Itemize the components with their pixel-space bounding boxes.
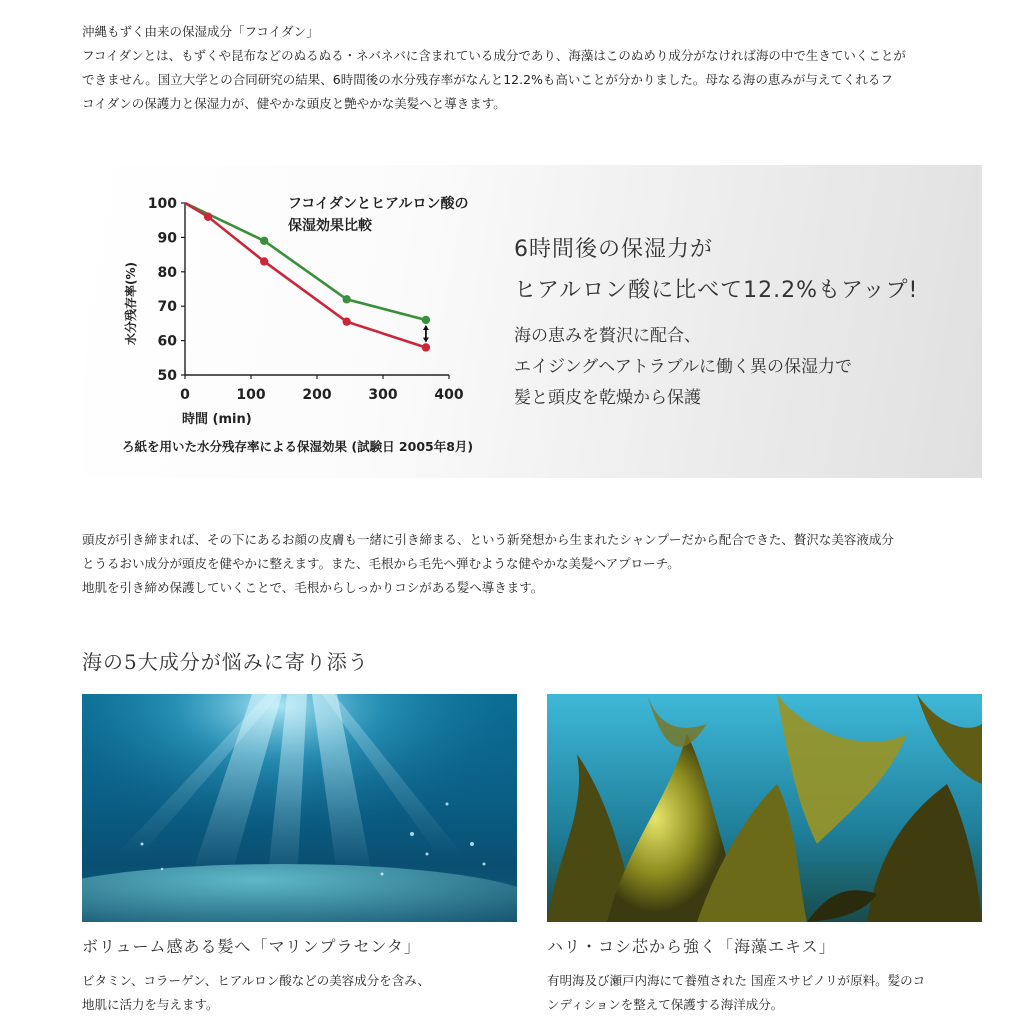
banner-sub-copy bbox=[514, 321, 852, 414]
series-point-0 bbox=[343, 295, 351, 303]
x-axis-label: 時間 (min) bbox=[182, 412, 252, 427]
card-description-line: 地肌に活力を与えます。 bbox=[82, 997, 219, 1012]
card-description-line: ンディションを整えて保護する海洋成分。 bbox=[547, 997, 784, 1012]
card-description-line: 有明海及び瀬戸内海にて養殖された 国産スサビノリが原料。髪のコ bbox=[547, 973, 926, 988]
ingredient-card-marine-placenta bbox=[82, 694, 517, 1017]
catch-line: 6時間後の保湿力が bbox=[514, 237, 713, 262]
series-point-1 bbox=[260, 257, 268, 265]
intro-line: できません。国立大学との合同研究の結果、6時間後の水分残存率がなんと12.2%も高いことが分かりました。母なる海の恵みが与えてくれるフ bbox=[82, 72, 893, 87]
section-title: 海の5大成分が悩みに寄り添う bbox=[82, 650, 369, 674]
chart-caption: ろ紙を用いた水分残存率による保湿効果 (試験日 2005年8月) bbox=[122, 439, 474, 454]
y-axis-label: 水分残存率(%) bbox=[124, 262, 138, 345]
description-text bbox=[82, 528, 992, 600]
chart-title: フコイダンとヒアルロン酸の bbox=[288, 196, 469, 212]
card-description bbox=[82, 969, 517, 1017]
kelp-photo bbox=[547, 694, 982, 922]
intro-heading: 沖縄もずく由来の保湿成分「フコイダン」 bbox=[82, 24, 319, 39]
arrow-head bbox=[423, 325, 429, 330]
sub-line: エイジングヘアトラブルに働く異の保湿力で bbox=[514, 357, 853, 377]
chart-title: 保湿効果比較 bbox=[288, 218, 372, 234]
y-tick-label: 100 bbox=[147, 196, 177, 212]
card-description-line: ビタミン、コラーゲン、ヒアルロン酸などの美容成分を含み、 bbox=[82, 973, 431, 988]
banner-catch-copy bbox=[514, 229, 918, 311]
x-tick-label: 300 bbox=[368, 387, 398, 403]
card-title: ボリューム感ある髪へ「マリンプラセンタ」 bbox=[82, 937, 421, 956]
x-tick-label: 200 bbox=[302, 387, 332, 403]
x-tick-label: 0 bbox=[180, 387, 190, 403]
y-tick-label: 80 bbox=[157, 264, 177, 281]
moisture-banner bbox=[82, 165, 982, 478]
description-line: とうるおい成分が頭皮を健やかに整えます。また、毛根から毛先へ弾むような健やかな美髪へアプローチ。 bbox=[82, 556, 680, 571]
description-line: 地肌を引き締め保護していくことで、毛根からしっかりコシがある髪へ導きます。 bbox=[82, 580, 544, 595]
underwater-photo bbox=[82, 694, 517, 922]
series-point-1 bbox=[343, 317, 351, 325]
series-point-0 bbox=[422, 316, 430, 324]
description-line: 頭皮が引き締まれば、その下にあるお顔の皮膚も一緒に引き締まる、という新発想から生まれたシャンプーだから配合できた、贅沢な美容液成分 bbox=[82, 532, 894, 547]
moisture-chart bbox=[82, 165, 502, 478]
series-point-1 bbox=[422, 343, 430, 351]
intro-line: フコイダンとは、もずくや昆布などのぬるぬる・ネバネバに含まれている成分であり、海藻はこのぬめり成分がなければ海の中で生きていくことが bbox=[82, 48, 906, 63]
y-tick-label: 60 bbox=[157, 333, 177, 350]
x-tick-label: 400 bbox=[434, 387, 464, 403]
y-tick-label: 90 bbox=[157, 230, 177, 247]
x-tick-label: 100 bbox=[236, 387, 266, 403]
catch-line: ヒアルロン酸に比べて12.2%もアップ! bbox=[514, 278, 919, 303]
series-point-0 bbox=[260, 237, 268, 245]
arrow-head bbox=[423, 337, 429, 342]
ingredient-card-seaweed-extract bbox=[547, 694, 982, 1017]
intro-text bbox=[82, 20, 982, 116]
sub-line: 髪と頭皮を乾燥から保護 bbox=[514, 388, 701, 408]
card-title: ハリ・コシ芯から強く「海藻エキス」 bbox=[547, 937, 836, 956]
intro-line: コイダンの保護力と保湿力が、健やかな頭皮と艶やかな美髪へと導きます。 bbox=[82, 96, 506, 111]
sub-line: 海の恵みを贅沢に配合、 bbox=[514, 326, 701, 346]
y-tick-label: 70 bbox=[157, 299, 177, 316]
series-point-1 bbox=[204, 213, 212, 221]
y-tick-label: 50 bbox=[157, 368, 177, 384]
card-description bbox=[547, 969, 982, 1017]
